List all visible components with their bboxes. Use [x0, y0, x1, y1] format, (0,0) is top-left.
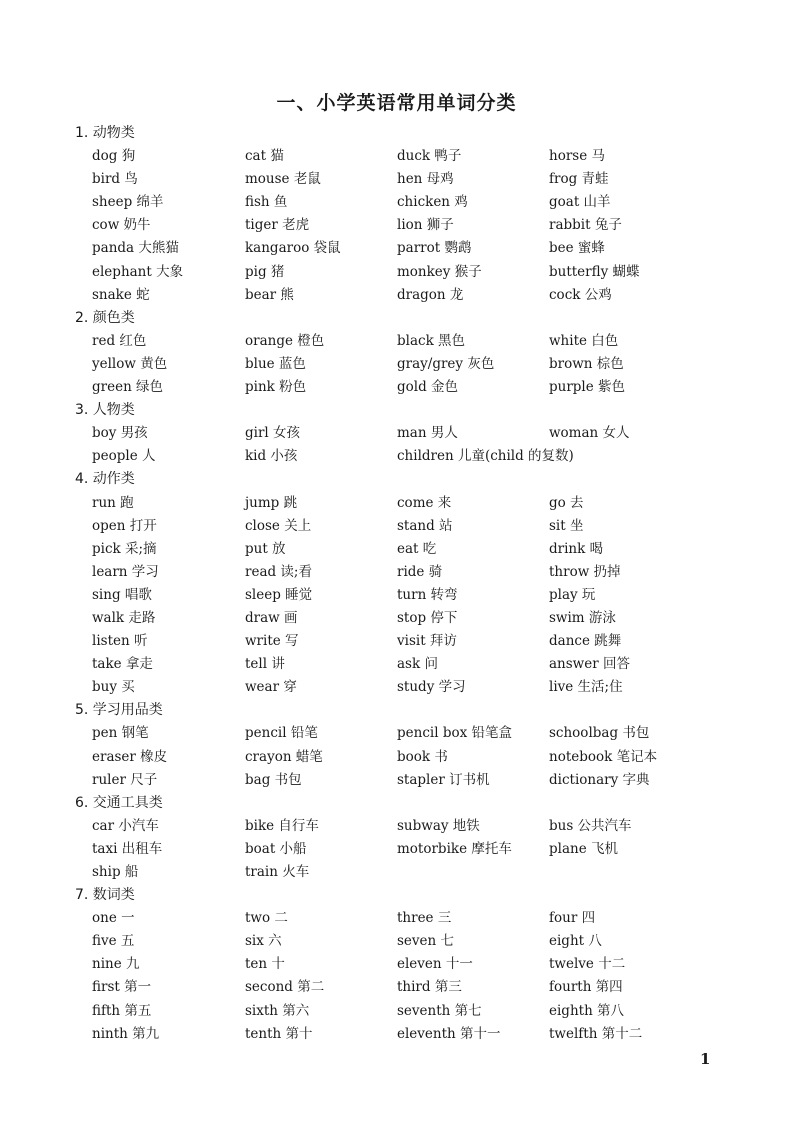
vocab-entry: come 来	[397, 494, 452, 511]
vocab-entry: take 拿走	[92, 656, 153, 673]
vocab-entry: subway 地铁	[397, 817, 480, 834]
vocab-entry: draw 画	[245, 609, 298, 626]
vocab-entry: bear 熊	[245, 286, 294, 303]
vocab-entry: eat 吃	[397, 540, 437, 557]
vocab-entry: plane 飞机	[549, 840, 618, 857]
vocab-entry: notebook 笔记本	[549, 748, 658, 765]
vocab-entry: tell 讲	[245, 656, 285, 673]
vocab-entry: bus 公共汽车	[549, 817, 632, 834]
vocab-entry: run 跑	[92, 494, 134, 511]
vocab-entry: ride 骑	[397, 563, 443, 580]
vocab-entry: go 去	[549, 494, 584, 511]
vocab-entry: train 火车	[245, 864, 310, 880]
vocab-entry: play 玩	[549, 586, 596, 603]
vocab-entry: learn 学习	[92, 563, 159, 580]
vocab-entry: black 黑色	[397, 332, 466, 349]
vocab-row	[0, 191, 793, 214]
vocab-row	[0, 838, 793, 861]
vocab-entry: fourth 第四	[549, 979, 623, 996]
vocab-row	[0, 445, 793, 468]
vocab-entry: read 读;看	[245, 563, 312, 580]
vocab-entry: stand 站	[397, 517, 453, 534]
section-heading: 4. 动作类	[75, 471, 135, 488]
vocab-entry: dictionary 字典	[549, 771, 650, 788]
vocab-row	[0, 746, 793, 769]
vocab-entry: ask 问	[397, 656, 438, 673]
page-title: 一、小学英语常用单词分类	[276, 92, 517, 114]
vocab-entry: first 第一	[92, 979, 152, 996]
vocab-row	[0, 561, 793, 584]
section-heading: 5. 学习用品类	[75, 702, 163, 719]
vocab-entry: bee 蜜蜂	[549, 240, 605, 257]
vocab-entry: ninth 第九	[92, 1025, 160, 1042]
vocab-entry: bag 书包	[245, 771, 302, 788]
vocab-entry: pencil 铅笔	[245, 725, 318, 742]
vocab-entry: turn 转弯	[397, 586, 458, 603]
vocabulary-list	[0, 122, 793, 1046]
vocab-entry: stapler 订书机	[397, 771, 490, 788]
vocab-entry: sixth 第六	[245, 1002, 310, 1019]
vocab-entry: wear 穿	[245, 679, 297, 696]
vocab-entry: dance 跳舞	[549, 633, 622, 650]
vocab-entry: goat 山羊	[549, 194, 611, 211]
vocab-entry: pick 采;摘	[92, 540, 157, 557]
vocab-entry: seventh 第七	[397, 1002, 482, 1019]
vocab-entry: white 白色	[549, 332, 619, 349]
vocab-entry: car 小汽车	[92, 817, 159, 834]
vocab-entry: brown 棕色	[549, 355, 624, 372]
vocab-entry: gray/grey 灰色	[397, 355, 495, 372]
vocab-entry: visit 拜访	[397, 633, 457, 650]
vocab-entry: twelfth 第十二	[549, 1025, 643, 1042]
vocab-row	[0, 1023, 793, 1046]
vocab-row	[0, 330, 793, 353]
vocab-entry: purple 紫色	[549, 379, 626, 396]
vocab-entry: eighth 第八	[549, 1002, 625, 1019]
vocab-entry: stop 停下	[397, 609, 458, 626]
vocab-entry: orange 橙色	[245, 332, 325, 349]
section-heading: 6. 交通工具类	[75, 794, 163, 811]
vocab-entry: people 人	[92, 448, 156, 465]
section-heading: 7. 数词类	[75, 887, 135, 904]
vocab-entry: snake 蛇	[92, 286, 150, 303]
vocab-entry: dragon 龙	[397, 286, 464, 303]
vocab-entry: bike 自行车	[245, 817, 319, 834]
vocab-entry: one 一	[92, 910, 135, 927]
vocab-entry: woman 女人	[549, 425, 630, 442]
vocab-entry: chicken 鸡	[397, 194, 468, 211]
vocab-entry: ten 十	[245, 956, 285, 973]
vocab-entry: panda 大熊猫	[92, 240, 179, 257]
vocab-row	[0, 284, 793, 307]
vocab-entry: sleep 睡觉	[245, 586, 313, 603]
vocab-entry: listen 听	[92, 633, 148, 650]
vocab-entry: six 六	[245, 933, 282, 950]
vocab-entry: second 第二	[245, 979, 325, 996]
vocab-entry: sit 坐	[549, 517, 584, 534]
vocab-row	[0, 769, 793, 792]
vocab-entry: green 绿色	[92, 379, 164, 396]
vocab-entry: schoolbag 书包	[549, 725, 650, 742]
vocab-entry: gold 金色	[397, 379, 459, 396]
vocab-row	[0, 676, 793, 699]
vocab-entry: motorbike 摩托车	[397, 840, 512, 857]
vocab-entry: live 生活;住	[549, 679, 623, 696]
vocab-entry: four 四	[549, 910, 596, 927]
vocab-entry: pencil box 铅笔盒	[397, 725, 512, 742]
vocab-entry: fifth 第五	[92, 1002, 152, 1019]
vocab-row	[0, 145, 793, 168]
vocab-entry: open 打开	[92, 517, 157, 534]
section-heading: 3. 人物类	[75, 402, 135, 419]
vocab-row	[0, 376, 793, 399]
vocab-entry: answer 回答	[549, 656, 630, 673]
vocab-entry: sing 唱歌	[92, 586, 152, 603]
vocab-entry: throw 扔掉	[549, 563, 621, 580]
vocab-row	[0, 815, 793, 838]
vocab-entry: ship 船	[92, 864, 139, 880]
vocab-entry: fish 鱼	[245, 194, 288, 211]
vocab-entry: swim 游泳	[549, 609, 616, 626]
vocab-entry: study 学习	[397, 679, 466, 696]
vocab-row	[0, 1000, 793, 1023]
vocab-entry: cow 奶牛	[92, 217, 151, 234]
vocab-row	[0, 422, 793, 445]
vocab-entry: twelve 十二	[549, 956, 626, 973]
vocab-entry: bird 鸟	[92, 171, 138, 188]
vocab-entry: yellow 黄色	[92, 355, 168, 372]
vocab-row	[0, 653, 793, 676]
vocab-row	[0, 607, 793, 630]
vocab-row	[0, 492, 793, 515]
vocab-entry: tenth 第十	[245, 1025, 313, 1042]
vocab-entry: jump 跳	[245, 494, 298, 511]
vocab-entry: frog 青蛙	[549, 171, 609, 188]
vocab-entry: nine 九	[92, 956, 140, 973]
page-number: 1	[700, 1050, 711, 1068]
vocab-row	[0, 930, 793, 953]
vocab-entry: eleventh 第十一	[397, 1025, 501, 1042]
vocab-entry: girl 女孩	[245, 425, 301, 442]
vocab-entry: pig 猪	[245, 263, 285, 280]
vocab-entry: seven 七	[397, 933, 455, 950]
vocab-row	[0, 976, 793, 999]
vocab-entry: third 第三	[397, 979, 462, 996]
vocab-entry: mouse 老鼠	[245, 171, 321, 188]
section-heading: 1. 动物类	[75, 125, 135, 141]
vocab-entry: taxi 出租车	[92, 840, 163, 857]
vocab-entry: monkey 猴子	[397, 263, 482, 280]
vocab-entry: tiger 老虎	[245, 217, 310, 234]
vocab-row	[0, 353, 793, 376]
vocab-entry: drink 喝	[549, 540, 604, 557]
vocab-row	[0, 722, 793, 745]
vocab-entry: walk 走路	[92, 609, 156, 626]
vocab-entry: rabbit 兔子	[549, 217, 622, 234]
vocab-entry: boat 小船	[245, 840, 307, 857]
vocab-row	[0, 214, 793, 237]
vocab-row	[0, 538, 793, 561]
vocab-entry: eleven 十一	[397, 956, 473, 973]
vocab-row	[0, 168, 793, 191]
vocab-entry: butterfly 蝴蝶	[549, 263, 640, 280]
vocab-entry: sheep 绵羊	[92, 194, 164, 211]
vocab-entry: put 放	[245, 540, 286, 557]
vocab-row	[0, 237, 793, 260]
vocab-row	[0, 584, 793, 607]
vocab-entry: write 写	[245, 633, 299, 650]
vocab-entry: close 关上	[245, 517, 312, 534]
vocab-entry: man 男人	[397, 425, 458, 442]
vocab-row	[0, 907, 793, 930]
vocab-entry: lion 狮子	[397, 217, 454, 234]
vocab-row	[0, 515, 793, 538]
vocab-entry: pink 粉色	[245, 379, 307, 396]
vocab-entry: two 二	[245, 910, 288, 927]
vocab-row	[0, 261, 793, 284]
vocab-entry: red 红色	[92, 332, 147, 349]
vocab-entry: dog 狗	[92, 148, 136, 165]
vocab-entry: eraser 橡皮	[92, 748, 168, 765]
vocab-row	[0, 861, 793, 884]
vocab-entry: parrot 鹦鹉	[397, 240, 472, 257]
vocab-entry: kangaroo 袋鼠	[245, 240, 341, 257]
vocab-entry: book 书	[397, 748, 448, 765]
vocab-entry: eight 八	[549, 933, 602, 950]
vocab-entry: children 儿童(child 的复数)	[397, 448, 574, 465]
vocab-entry: horse 马	[549, 148, 605, 165]
vocab-entry: cock 公鸡	[549, 286, 612, 303]
vocab-entry: boy 男孩	[92, 425, 148, 442]
vocab-entry: kid 小孩	[245, 448, 298, 465]
vocab-entry: blue 蓝色	[245, 355, 306, 372]
vocab-entry: five 五	[92, 933, 135, 950]
section-heading: 2. 颜色类	[75, 309, 135, 326]
vocab-entry: elephant 大象	[92, 263, 184, 280]
vocab-entry: three 三	[397, 910, 452, 927]
vocab-entry: ruler 尺子	[92, 771, 158, 788]
vocab-entry: buy 买	[92, 679, 135, 696]
vocab-row	[0, 953, 793, 976]
vocab-entry: cat 猫	[245, 148, 284, 165]
vocab-row	[0, 630, 793, 653]
vocab-entry: duck 鸭子	[397, 148, 462, 165]
vocab-entry: pen 钢笔	[92, 725, 149, 742]
vocab-entry: hen 母鸡	[397, 171, 454, 188]
vocab-entry: crayon 蜡笔	[245, 748, 323, 765]
